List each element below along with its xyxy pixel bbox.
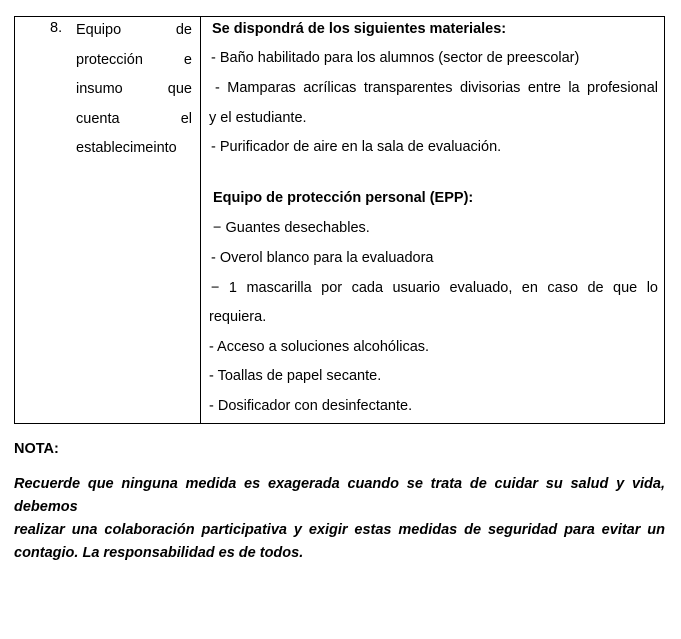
list-item: - Overol blanco para la evaluadora bbox=[211, 250, 434, 266]
list-item: - Acceso a soluciones alcohólicas. bbox=[209, 339, 430, 355]
item-cell bbox=[15, 17, 201, 424]
item-label-line: establecimeinto bbox=[76, 140, 177, 157]
list-item: - Toallas de papel secante. bbox=[209, 368, 382, 384]
materials-heading: Se dispondrá de los siguientes materiales: bbox=[212, 21, 507, 37]
item-label bbox=[76, 20, 192, 168]
list-item: − 1 mascarilla por cada usuario evaluado, en caso de que lo bbox=[211, 280, 658, 296]
nota-line: contagio. La responsabilidad es de todos. bbox=[14, 545, 304, 561]
item-label-line: protección e bbox=[76, 51, 192, 68]
list-item: - Baño habilitado para los alumnos (sector de preescolar) bbox=[211, 50, 580, 66]
list-item: - Purificador de aire en la sala de evaluación. bbox=[211, 139, 502, 155]
table-row bbox=[15, 17, 665, 424]
nota-body bbox=[14, 473, 665, 565]
list-item: - Mamparas acrílicas transparentes divisorias entre la profesional bbox=[215, 80, 658, 96]
list-item: y el estudiante. bbox=[209, 110, 307, 126]
materials-cell bbox=[201, 17, 665, 424]
item-label-line: insumo que bbox=[76, 81, 192, 98]
list-item: - Dosificador con desinfectante. bbox=[209, 398, 413, 414]
list-item: requiera. bbox=[209, 309, 267, 325]
document-table bbox=[14, 16, 665, 424]
item-number: 8. bbox=[50, 20, 63, 36]
item-label-line: cuenta el bbox=[76, 110, 192, 127]
nota-title: NOTA: bbox=[14, 441, 59, 457]
list-item: − Guantes desechables. bbox=[213, 220, 370, 236]
epp-heading: Equipo de protección personal (EPP): bbox=[213, 190, 474, 206]
nota-line: Recuerde que ninguna medida es exagerada cuando se trata de cuidar su salud y vida, debemos bbox=[14, 476, 665, 515]
item-label-line: Equipo de bbox=[76, 22, 192, 38]
nota-line: realizar una colaboración participativa y exigir estas medidas de seguridad para evitar un bbox=[14, 522, 665, 538]
